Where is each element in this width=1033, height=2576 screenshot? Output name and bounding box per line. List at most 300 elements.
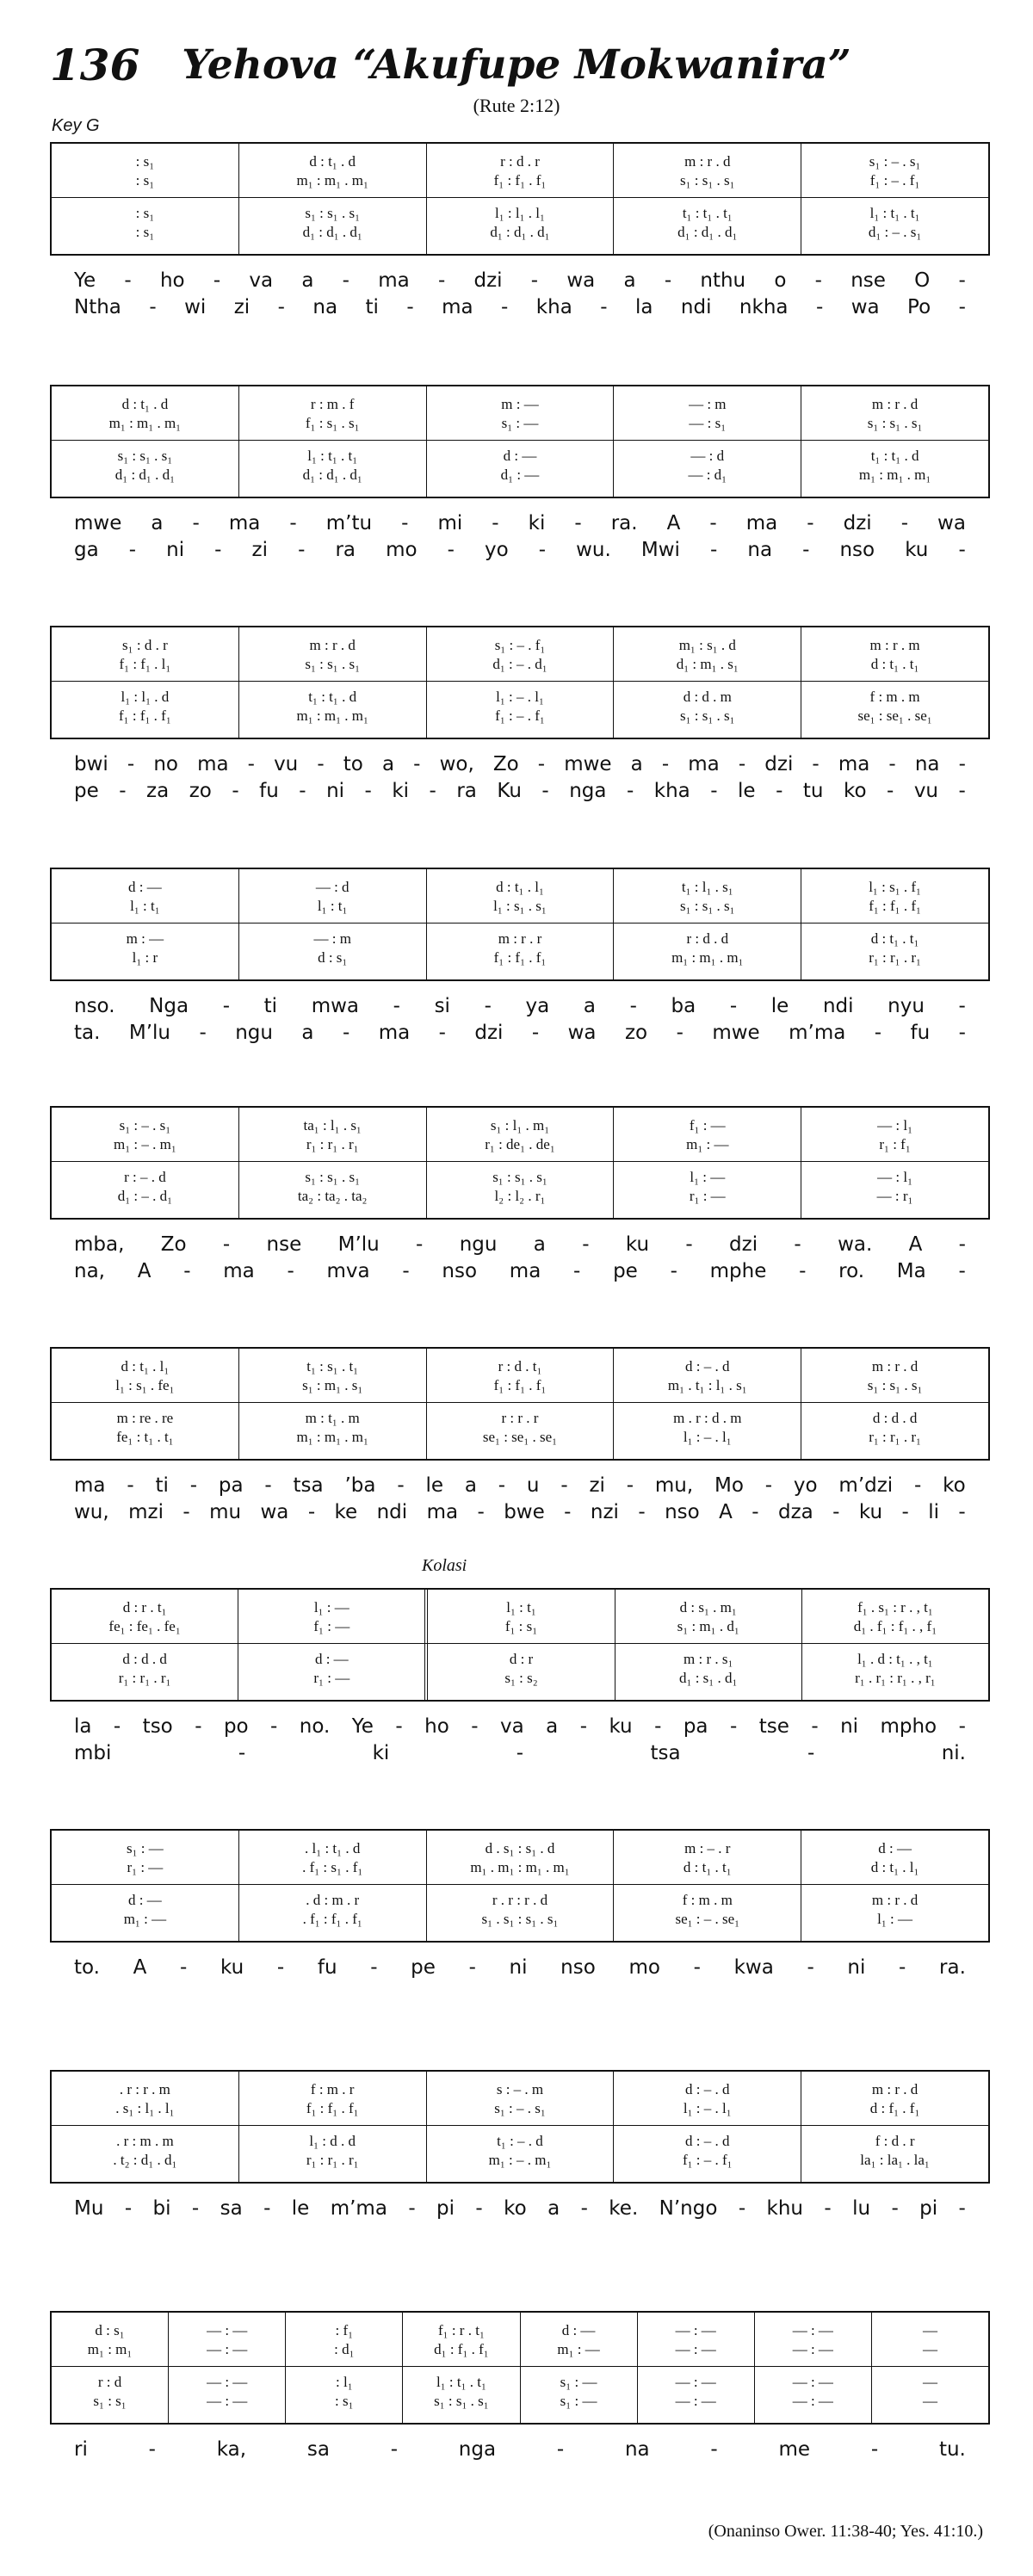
voice-part: s₁ : s₁ . s₁ [305, 1169, 360, 1185]
lyric-syllable: - [149, 296, 157, 318]
lyric-syllable: - [270, 1715, 278, 1738]
lyric-syllable: wo, [439, 753, 474, 775]
music-system [50, 1829, 990, 1981]
lyric-syllable: ku [858, 1501, 883, 1523]
voice-part: se₁ : – . se₁ [675, 1911, 740, 1927]
voice-part: : s₁ [135, 224, 155, 240]
voice-part: se₁ : se₁ . se₁ [857, 707, 932, 724]
lyric-syllable: - [799, 1260, 807, 1282]
lyric-syllable: - [815, 296, 824, 318]
lyric-syllable: ra [335, 539, 356, 561]
lyric-syllable: - [484, 995, 492, 1017]
voice-part: s₁ : d . r [122, 637, 168, 653]
measure [239, 2072, 427, 2182]
lyric-syllable: dzi [473, 269, 503, 292]
lyric-syllable: ndi [822, 995, 854, 1017]
voice-part: l₁ : t₁ [130, 898, 160, 914]
measure [521, 2313, 638, 2423]
lyric-syllable: ma [378, 1022, 411, 1044]
voice-part: l₁ : s₁ . fe₁ [115, 1377, 175, 1393]
voice-part: m : r . d [871, 1892, 919, 1908]
voice-part: t₁ : s₁ . t₁ [306, 1358, 359, 1374]
measure [427, 1108, 615, 1218]
voice-part: r : d [97, 2374, 122, 2390]
lyric-syllable: - [413, 753, 421, 775]
measure [52, 869, 239, 979]
lyric-syllable: wa [567, 1022, 597, 1044]
lyric-syllable: - [127, 1474, 134, 1497]
lyric-syllable: ma [378, 269, 410, 292]
lyric-syllable: Ntha [74, 296, 121, 318]
lyric-syllable: - [182, 1501, 190, 1523]
voice-part: m₁ . t₁ : l₁ . s₁ [667, 1377, 747, 1393]
lyric-syllable: - [124, 2197, 133, 2220]
lyric-syllable: sa [220, 2197, 243, 2220]
lyric-syllable: Ye [74, 269, 96, 292]
solfa-staff [50, 1829, 990, 1943]
lyric-syllable: - [263, 2197, 271, 2220]
voice-part: t₁ : t₁ . d [308, 689, 357, 705]
lyric-syllable: ma [228, 512, 261, 534]
voice-part: s₁ : s₁ . s₁ [434, 2393, 489, 2409]
measure [286, 2313, 403, 2423]
lyric-syllable: - [342, 269, 349, 292]
lyric-syllable: tsa [650, 1742, 681, 1764]
voice-part: : s₁ [335, 2393, 354, 2409]
lyric-syllable: - [654, 1715, 662, 1738]
voice-part: l₁ : r [132, 949, 158, 966]
measure [614, 1108, 801, 1218]
voice-part: d₁ : – . s₁ [868, 224, 922, 240]
lyric-syllable: - [802, 539, 810, 561]
voice-part: t₁ : l₁ . s₁ [681, 879, 733, 895]
voice-part: — : — [792, 2374, 833, 2390]
voice-part: m : r . s₁ [684, 1651, 733, 1667]
lyric-syllable: mi [437, 512, 463, 534]
voice-part: r₁ : — [127, 1859, 164, 1875]
lyric-syllable: A [133, 1956, 147, 1979]
measure [801, 1108, 988, 1218]
solfa-staff [50, 1347, 990, 1461]
lyric-syllable: ni [509, 1956, 528, 1979]
voice-part: — : m [313, 930, 351, 947]
lyric-syllable: O [914, 269, 931, 292]
lyric-syllable: le [291, 2197, 310, 2220]
measure [614, 1831, 801, 1941]
voice-part: — [922, 2322, 937, 2338]
lyric-syllable: mwe [564, 753, 612, 775]
voice-part: s₁ : – . f₁ [494, 637, 546, 653]
lyric-syllable: ti [155, 1474, 169, 1497]
voice-part: d : t₁ . l₁ [870, 1859, 919, 1875]
lyric-syllable: - [298, 539, 306, 561]
lyric-syllable: yo [793, 1474, 818, 1497]
lyric-syllable: nthu [700, 269, 746, 292]
lyric-syllable: - [626, 780, 634, 802]
voice-part: . r : m . m [116, 2133, 174, 2149]
measure [52, 1349, 239, 1459]
lyric-syllable: - [447, 539, 455, 561]
voice-part: f₁ : f₁ . f₁ [306, 2100, 359, 2116]
lyric-syllable: zi [589, 1474, 605, 1497]
voice-part: l₁ : — [313, 1599, 349, 1615]
lyric-line [50, 778, 990, 805]
lyric-syllable: - [664, 269, 672, 292]
lyric-line [50, 1499, 990, 1526]
lyric-syllable: - [148, 2438, 156, 2461]
measure [427, 1349, 615, 1459]
lyric-syllable: ho [159, 269, 185, 292]
lyric-line [50, 268, 990, 294]
voice-part: s₁ : s₁ . s₁ [305, 656, 360, 672]
lyric-syllable: - [119, 780, 127, 802]
lyric-syllable: ma [838, 753, 870, 775]
lyric-line [50, 537, 990, 564]
lyric-syllable: wa [937, 512, 966, 534]
lyric-syllable: - [832, 1501, 840, 1523]
lyric-syllable: - [710, 2438, 718, 2461]
lyric-syllable: - [429, 780, 436, 802]
measure [801, 386, 988, 497]
voice-part: — : m [689, 396, 727, 412]
lyric-syllable: - [676, 1022, 684, 1044]
voice-part: d : s₁ [95, 2322, 125, 2338]
measure [801, 627, 988, 738]
lyric-syllable: ma [509, 1260, 541, 1282]
voice-part: r₁ : — [689, 1188, 726, 1204]
lyric-line [50, 1258, 990, 1285]
lyric-syllable: tsa [293, 1474, 324, 1497]
lyric-syllable: m’ma [789, 1022, 846, 1044]
lyric-syllable: - [317, 753, 325, 775]
voice-part: d : r [509, 1651, 534, 1667]
voice-part: d₁ : – . d₁ [117, 1188, 173, 1204]
lyric-line [50, 510, 990, 537]
lyric-syllable: a [464, 1474, 477, 1497]
voice-part: r : d . d [686, 930, 729, 947]
voice-part: d : s₁ [318, 949, 348, 966]
voice-part: d₁ : f₁ . f₁ [434, 2341, 489, 2357]
lyric-syllable: po [223, 1715, 249, 1738]
lyric-syllable: - [807, 512, 814, 534]
song-number: 136 [50, 40, 140, 90]
lyric-syllable: pe [74, 780, 99, 802]
measure [239, 1349, 427, 1459]
voice-part: d : f₁ . f₁ [869, 2100, 920, 2116]
voice-part: d : — [561, 2322, 596, 2338]
lyric-syllable: - [438, 1022, 446, 1044]
voice-part: — : d₁ [688, 466, 727, 483]
lyric-syllable: le [770, 995, 789, 1017]
lyric-syllable: li [928, 1501, 939, 1523]
lyric-syllable: ni [166, 539, 185, 561]
lyric-line [50, 1232, 990, 1258]
music-system [50, 868, 990, 1047]
voice-part: d : t₁ . d [309, 153, 356, 170]
lyric-syllable: - [556, 2438, 565, 2461]
lyric-syllable: - [807, 1956, 814, 1979]
voice-part: . d : m . r [306, 1892, 360, 1908]
voice-part: s₁ : s₁ . s₁ [679, 898, 735, 914]
lyric-syllable: - [600, 296, 608, 318]
lyric-syllable: na [624, 2438, 650, 2461]
lyric-syllable: - [128, 539, 137, 561]
lyric-syllable: - [958, 1233, 966, 1256]
scripture-reference: (Rute 2:12) [473, 95, 560, 116]
lyric-syllable: - [914, 1474, 922, 1497]
voice-part: r₁ : r₁ . r₁ [118, 1670, 171, 1686]
voice-part: s₁ : — [560, 2374, 597, 2390]
lyric-syllable: ri [74, 2438, 88, 2461]
song-header [0, 0, 1033, 146]
lyric-syllable: nkha [739, 296, 789, 318]
lyric-syllable: - [582, 1233, 590, 1256]
lyric-syllable: - [776, 780, 783, 802]
measure [801, 2072, 988, 2182]
lyric-syllable: Zo [160, 1233, 187, 1256]
lyric-syllable: - [289, 512, 297, 534]
lyrics-block [50, 1232, 990, 1285]
lyric-syllable: ra. [610, 512, 638, 534]
measure [615, 1590, 802, 1700]
voice-part: : s₁ [135, 172, 155, 188]
lyric-syllable: pa [683, 1715, 708, 1738]
voice-part: s₁ : – . s₁ [869, 153, 921, 170]
lyric-syllable: - [199, 1022, 207, 1044]
lyric-syllable: mwe [74, 512, 122, 534]
lyric-syllable: na [914, 753, 940, 775]
lyric-syllable: - [541, 780, 549, 802]
lyric-syllable: ta. [74, 1022, 101, 1044]
lyric-syllable: Ma [896, 1260, 926, 1282]
lyric-syllable: - [670, 1260, 677, 1282]
lyric-syllable: - [537, 753, 546, 775]
lyric-syllable: - [824, 2197, 832, 2220]
lyric-syllable: mu, [654, 1474, 694, 1497]
lyric-syllable: Po [907, 296, 931, 318]
voice-part: : l₁ [336, 2374, 353, 2390]
lyric-syllable: - [307, 1501, 316, 1523]
voice-part: l₁ : – . l₁ [683, 1429, 732, 1445]
lyric-syllable: - [530, 269, 539, 292]
lyric-syllable: - [794, 1233, 801, 1256]
lyric-syllable: dzi [729, 1233, 758, 1256]
lyric-syllable: tse [758, 1715, 789, 1738]
voice-part: m : r . d [871, 396, 919, 412]
voice-part: r₁ : r₁ . r₁ [306, 1136, 359, 1152]
lyric-syllable: Zo [492, 753, 519, 775]
voice-part: s₁ : s₂ [504, 1670, 538, 1686]
lyric-syllable: - [900, 512, 909, 534]
lyric-line [50, 1020, 990, 1047]
lyric-line [50, 2196, 990, 2222]
voice-part: r₁ : r₁ . r₁ [306, 2152, 359, 2168]
voice-part: ta₁ : l₁ . s₁ [303, 1117, 362, 1134]
measure [403, 2313, 520, 2423]
voice-part: : f₁ [335, 2322, 354, 2338]
voice-part: r . r : r . d [492, 1892, 548, 1908]
voice-part: — [922, 2341, 937, 2357]
voice-part: s₁ : — [560, 2393, 597, 2409]
lyric-syllable: A [908, 1233, 923, 1256]
lyric-syllable: - [408, 2197, 416, 2220]
measure [169, 2313, 286, 2423]
voice-part: m : — [126, 930, 164, 947]
lyric-syllable: pe [411, 1956, 436, 1979]
solfa-staff [50, 1106, 990, 1220]
lyric-syllable: mwe [712, 1022, 760, 1044]
voice-part: m : r . d [309, 637, 356, 653]
lyric-syllable: si [434, 995, 450, 1017]
lyric-syllable: A [719, 1501, 733, 1523]
lyric-syllable: ki [392, 780, 410, 802]
voice-part: r : d . t₁ [498, 1358, 542, 1374]
lyric-syllable: - [395, 1715, 403, 1738]
lyric-syllable: ra [456, 780, 477, 802]
voice-part: : d₁ [334, 2341, 355, 2357]
solfa-staff [50, 1588, 990, 1702]
voice-part: d : r . t₁ [122, 1599, 167, 1615]
voice-part: — : — [207, 2341, 248, 2357]
lyric-syllable: Ye [351, 1715, 374, 1738]
lyrics-block [50, 510, 990, 564]
voice-part: s₁ : s₁ . s₁ [492, 1169, 547, 1185]
measure [614, 386, 801, 497]
lyric-syllable: tu. [938, 2438, 966, 2461]
measure [755, 2313, 872, 2423]
lyric-syllable: pe [613, 1260, 638, 1282]
lyric-syllable: - [276, 1956, 285, 1979]
lyric-line [50, 2437, 990, 2463]
lyrics-block [50, 268, 990, 321]
voice-part: — : l₁ [877, 1169, 913, 1185]
measure [801, 1349, 988, 1459]
voice-part: . f₁ : s₁ . f₁ [302, 1859, 363, 1875]
lyric-syllable: - [180, 1956, 188, 1979]
voice-part: l₁ . d : t₁ . , t₁ [857, 1651, 933, 1667]
voice-part: — : r₁ [876, 1188, 913, 1204]
lyric-syllable: sa [306, 2438, 330, 2461]
lyric-syllable: kha [653, 780, 690, 802]
lyric-syllable: a [301, 269, 314, 292]
solfa-staff [50, 2070, 990, 2184]
lyric-syllable: - [191, 2197, 200, 2220]
lyric-syllable: M’lu [337, 1233, 380, 1256]
voice-part: . f₁ : f₁ . f₁ [302, 1911, 362, 1927]
measure [52, 2313, 169, 2423]
voice-part: d : d . m [683, 689, 732, 705]
lyric-syllable: mo [628, 1956, 660, 1979]
measure [801, 144, 988, 254]
lyric-syllable: a [533, 1233, 546, 1256]
measure [239, 1831, 427, 1941]
lyric-syllable: Mu [74, 2197, 104, 2220]
lyric-syllable: nga [569, 780, 607, 802]
voice-part: m : – . r [684, 1840, 731, 1856]
lyric-syllable: - [738, 2197, 746, 2220]
lyric-syllable: Ku [497, 780, 522, 802]
lyric-syllable: khu [766, 2197, 803, 2220]
lyric-syllable: - [626, 1474, 634, 1497]
lyric-syllable: - [189, 1474, 198, 1497]
voice-part: l₁ : – . l₁ [496, 689, 544, 705]
voice-part: l₁ : s₁ . s₁ [493, 898, 547, 914]
lyric-syllable: - [475, 2197, 483, 2220]
voice-part: m₁ : – . m₁ [488, 2152, 552, 2168]
lyric-syllable: ndi [680, 296, 712, 318]
voice-part: d : — [314, 1651, 349, 1667]
lyric-syllable: ma [223, 1260, 255, 1282]
measure [427, 144, 615, 254]
lyric-syllable: - [958, 1260, 966, 1282]
lyric-syllable: ma [426, 1501, 459, 1523]
voice-part: f₁ : — [689, 1117, 726, 1134]
voice-part: . t₂ : d₁ . d₁ [113, 2152, 177, 2168]
lyric-syllable: mzi [128, 1501, 164, 1523]
voice-part: d : t₁ . d [121, 396, 169, 412]
lyric-syllable: bwi [74, 753, 108, 775]
lyric-syllable: pi [919, 2197, 938, 2220]
lyric-syllable: kwa [733, 1956, 774, 1979]
lyric-syllable: wi [184, 296, 207, 318]
lyric-syllable: le [425, 1474, 443, 1497]
voice-part: l₁ : d . d [309, 2133, 356, 2149]
voice-part: fe₁ : fe₁ . fe₁ [108, 1618, 181, 1634]
lyric-syllable: ma [197, 753, 229, 775]
lyric-syllable: ke [334, 1501, 358, 1523]
lyric-syllable: M’lu [128, 1022, 170, 1044]
lyric-syllable: - [471, 1715, 479, 1738]
lyric-syllable: lu [852, 2197, 871, 2220]
lyric-syllable: no. [299, 1715, 331, 1738]
lyric-syllable: mu [209, 1501, 242, 1523]
voice-part: d : d . d [872, 1410, 918, 1426]
voice-part: — [922, 2393, 937, 2409]
lyric-syllable: a [583, 995, 596, 1017]
voice-part: m : r . d [684, 153, 731, 170]
lyric-syllable: mbi [74, 1742, 112, 1764]
lyrics-block [50, 1473, 990, 1526]
voice-part: — : — [675, 2393, 716, 2409]
lyric-syllable: - [752, 1501, 759, 1523]
lyric-syllable: - [560, 1474, 568, 1497]
lyric-syllable: - [807, 1742, 815, 1764]
lyric-syllable: zi [251, 539, 269, 561]
lyric-syllable: - [901, 1501, 909, 1523]
solfa-staff [50, 868, 990, 981]
lyric-syllable: tu [802, 780, 824, 802]
lyric-syllable: bi [152, 2197, 171, 2220]
lyric-syllable: - [183, 1260, 191, 1282]
lyric-syllable: mo [386, 539, 418, 561]
voice-part: s₁ : s₁ . s₁ [117, 448, 173, 464]
voice-part: f₁ : – . f₁ [682, 2152, 733, 2168]
lyric-line [50, 1955, 990, 1981]
lyric-syllable: - [958, 2197, 966, 2220]
lyric-syllable: A [666, 512, 681, 534]
lyric-syllable: ma [442, 296, 473, 318]
lyric-syllable: pa [218, 1474, 244, 1497]
lyric-line [50, 1740, 990, 1767]
measure [52, 386, 239, 497]
lyric-syllable: - [709, 512, 717, 534]
lyric-syllable: dza [777, 1501, 813, 1523]
lyric-syllable: - [638, 1501, 646, 1523]
lyric-syllable: a [623, 269, 636, 292]
lyric-syllable: - [729, 1715, 738, 1738]
voice-part: m₁ : — [686, 1136, 729, 1152]
voice-part: l₁ : — [690, 1169, 726, 1185]
